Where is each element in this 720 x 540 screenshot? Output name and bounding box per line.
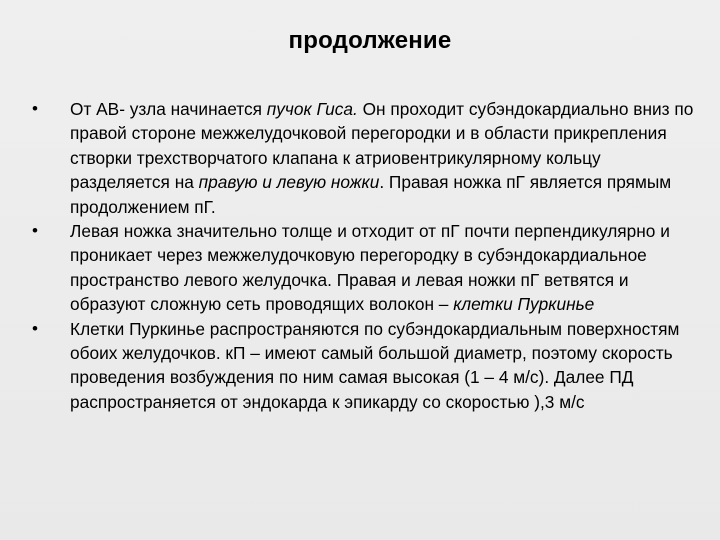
text-segment: Клетки Пуркинье распространяются по субэндокардиальным поверхностям обоих желудочков. кП – имеют самый большой диаметр, поэтому скорость проведения возбуждения по ним самая высокая (1 – 4 м/с). Далее ПД распространяется от эндокарда к эпикарду со скоростью ),3 м/с (70, 318, 680, 412)
text-segment-italic: клетки Пуркинье (453, 294, 595, 315)
text-segment: Он проходит субэндокардиально вниз по правой стороне межжелудочковой перегородки и в области прикрепления створки трехстворчатого клапана к атриовентрикулярному кольцу разделяется на (70, 99, 694, 193)
bullet-marker: • (32, 318, 38, 338)
text-segment-italic: правую и левую ножки (198, 172, 380, 193)
bullet-list (30, 97, 702, 414)
bullet-marker: • (32, 221, 38, 241)
text-segment-italic: пучок Гиса. (266, 99, 358, 119)
bullet-text (70, 221, 670, 314)
text-segment: Левая ножка значительно толще и отходит от пГ почти перпендикулярно и проникает через межжелудочковую перегородку в субэндокардиальное пространство левого желудочка. Правая и левая ножки пГ ветвятся и образуют сложную сеть проводящих волокон – (70, 221, 670, 315)
slide-title: продолжение (288, 27, 452, 54)
bullet-item-3 (30, 317, 702, 415)
text-segment: От АВ- узла начинается (70, 99, 267, 119)
bullet-text (70, 99, 693, 217)
bullet-marker: • (32, 99, 38, 118)
bullet-item-1 (30, 97, 702, 219)
bullet-text (70, 319, 679, 412)
bullet-item-2 (30, 219, 702, 317)
text-segment: . Правая ножка пГ является прямым продолжением пГ. (70, 172, 672, 217)
